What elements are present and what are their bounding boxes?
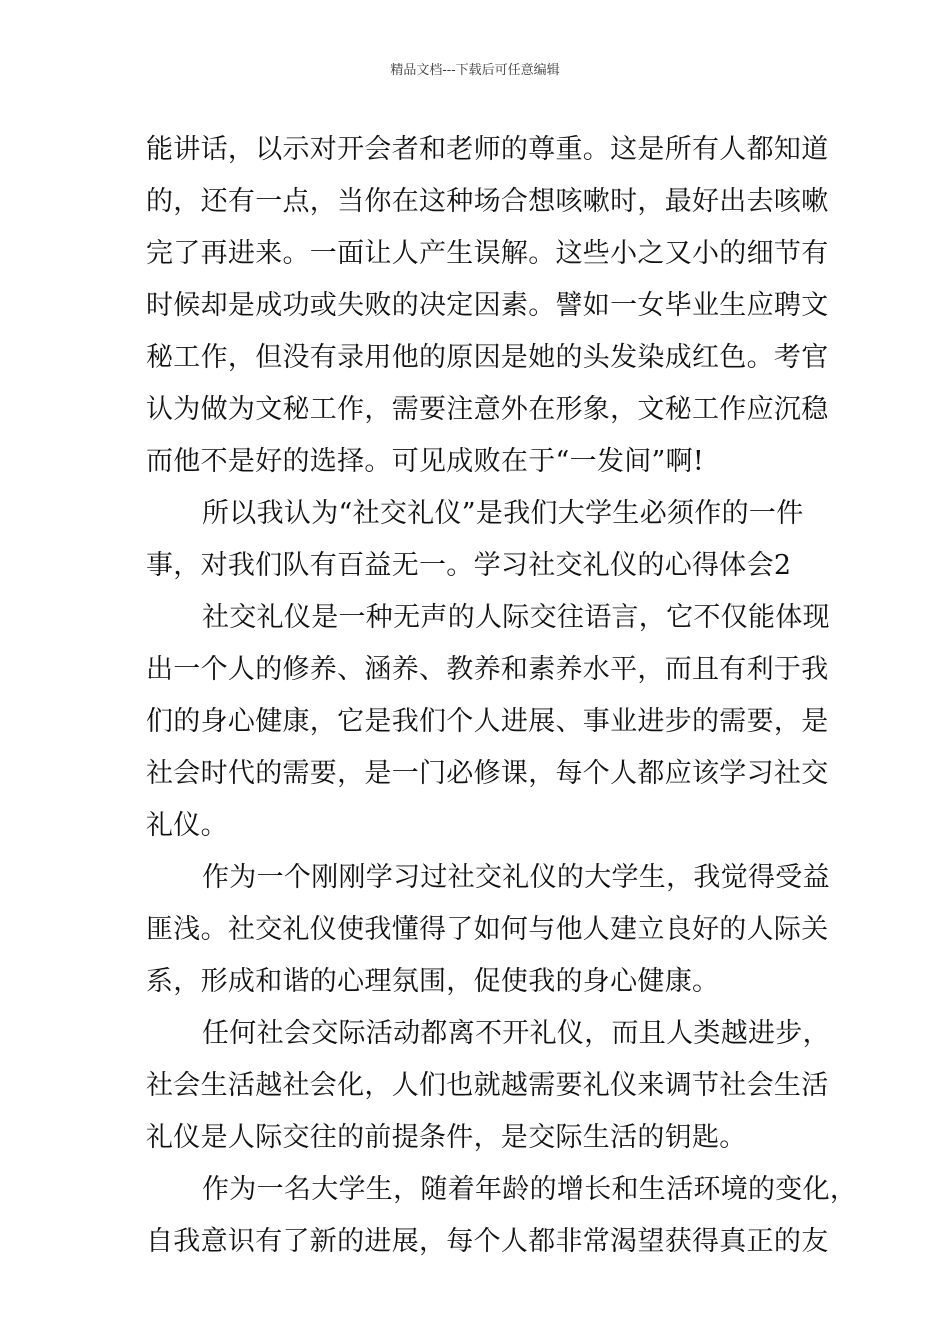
paragraph-first-line: 任何社会交际活动都离不开礼仪，而且人类越进步， <box>202 1018 830 1049</box>
text-line: 而他不是好的选择。可见成败在于“一发间”啊! <box>146 446 705 477</box>
document-body <box>146 124 858 1268</box>
text-line: 社会时代的需要，是一门必修课，每个人都应该学习社交 <box>146 758 829 789</box>
paragraph-first-line: 所以我认为“社交礼仪”是我们大学生必须作的一件 <box>202 498 804 529</box>
text-line: 自我意识有了新的进展，每个人都非常渴望获得真正的友 <box>146 1226 829 1257</box>
paragraph-first-line: 作为一个刚刚学习过社交礼仪的大学生，我觉得受益 <box>202 862 830 893</box>
text-line: 们的身心健康，它是我们个人进展、事业进步的需要，是 <box>146 706 829 737</box>
paragraph-first-line: 作为一名大学生，随着年龄的增长和生活环境的变化， <box>202 1174 858 1205</box>
text-line: 出一个人的修养、涵养、教养和素养水平，而且有利于我 <box>146 654 829 685</box>
text-line: 事，对我们队有百益无一。学习社交礼仪的心得体会2 <box>146 550 792 581</box>
text-line: 匪浅。社交礼仪使我懂得了如何与他人建立良好的人际关 <box>146 914 829 945</box>
text-line: 社会生活越社会化，人们也就越需要礼仪来调节社会生活 <box>146 1070 829 1101</box>
text-line: 系，形成和谐的心理氛围，促使我的身心健康。 <box>146 966 720 997</box>
text-line: 完了再进来。一面让人产生误解。这些小之又小的细节有 <box>146 238 829 269</box>
text-line: 认为做为文秘工作，需要注意外在形象，文秘工作应沉稳 <box>146 394 829 425</box>
text-line: 秘工作，但没有录用他的原因是她的头发染成红色。考官 <box>146 342 829 373</box>
paragraph-first-line: 社交礼仪是一种无声的人际交往语言，它不仅能体现 <box>202 602 830 633</box>
text-line: 时候却是成功或失败的决定因素。譬如一女毕业生应聘文 <box>146 290 829 321</box>
text-line: 的，还有一点，当你在这种场合想咳嗽时，最好出去咳嗽 <box>146 186 829 217</box>
text-line: 礼仪。 <box>146 810 228 841</box>
text-line: 礼仪是人际交往的前提条件，是交际生活的钥匙。 <box>146 1122 747 1153</box>
page-header: 精品文档---下载后可任意编辑 <box>390 63 560 78</box>
text-line: 能讲话，以示对开会者和老师的尊重。这是所有人都知道 <box>146 134 829 165</box>
